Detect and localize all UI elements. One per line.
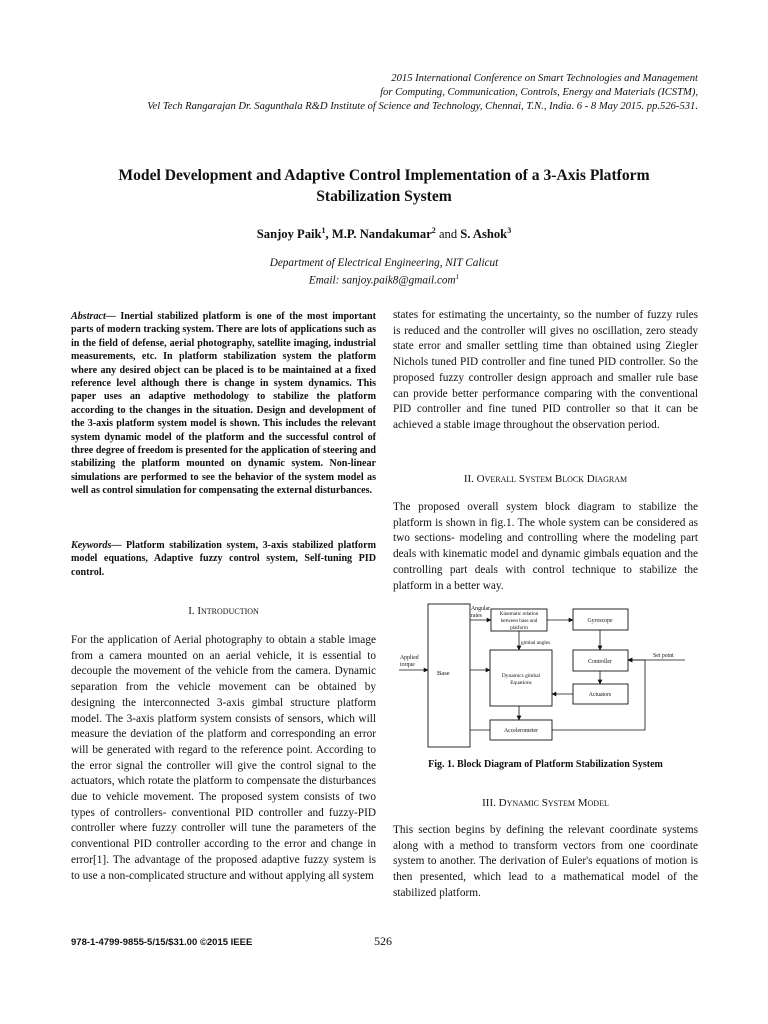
conf-line-3: Vel Tech Rangarajan Dr. Sagunthala R&D Institute of Science and Technology, Chennai, T.N., India. 6 - 8 May 2015. pp.526-531.	[147, 101, 698, 112]
keywords-lead: Keywords—	[71, 540, 122, 551]
section-title: Dynamic System Model	[498, 797, 609, 809]
fig-label-controller: Controller	[588, 659, 612, 665]
section-number: II.	[463, 473, 474, 485]
paragraph: This section begins by defining the relevant coordinate systems along with a method to transform vectors from one coordinate system to another. The derivation of Euler's equations of motion is then presented, which lead to a mathematical model of the stabilized platform.	[393, 824, 698, 899]
author-2: M.P. Nandakumar	[331, 227, 432, 242]
author-2-sup: 2	[431, 226, 436, 235]
keywords	[71, 539, 376, 579]
fig-label-base: Base	[437, 670, 450, 677]
abstract-text: Inertial stabilized platform is one of the most important parts of modern tracking system. There are lots of applications such as in the field of defense, aerial photography, satellite imaging, industrial measurements, etc. In platform stabilization system the platform where any desired object can be placed is to be maintained at a fixed reference level although there is change in system dynamics. This paper uses an adaptive methodology to stabilize the platform according to the changes in the situation. Design and development of the 3-axis platform system model is shown. This includes the relevant system dynamic model of the platform and the successful control of three degree of freedom is presented for the application of steering and stabilizing the platform mounted on dynamic system. Non-linear simulations are performed to see the behavior of the system model as well as control simulation for compensating the external disturbances.	[71, 311, 376, 497]
affiliation	[60, 256, 708, 288]
email-sup: 1	[455, 273, 460, 281]
fig-label-accelerometer: Accelerometer	[503, 728, 539, 734]
email-line	[60, 270, 708, 288]
email[interactable]: Email: sanjoy.paik8@gmail.com	[308, 274, 456, 287]
section-heading-overall	[393, 473, 698, 485]
fig-label-applied: Applied	[400, 655, 419, 661]
figure-caption: Fig. 1. Block Diagram of Platform Stabilization System	[428, 759, 663, 770]
paper-title	[60, 165, 708, 207]
introduction-body	[71, 633, 376, 884]
paragraph: The proposed overall system block diagram to stabilize the platform is shown in fig.1. The whole system can be considered as two sections- modeling and controlling where the modeling part deals with kinematic model and dynamic gimbals equation and the controlling part deals with control technique to stabilize the platform in a better way.	[393, 501, 698, 592]
fig-label-kin-3: platform	[510, 625, 528, 631]
paragraph: For the application of Aerial photography to obtain a stable image from a camera mounted on an aerial vehicle, it is essential to decouple the movement of the vehicle from the camera. Dynamic separation from the vehicle movement can be obtained by designing the interconnected 3-axis gimbal structure platform model. The 3-axis platform system consists of sensors, which will measure the deviation of the platform and corresponding an error will be generated with regard to the reference point. According to the error signal the controller will give the control signal to the actuators, which rotate the platform to compensate the disturbances due to vehicle movement. The proposed system consists of two types of controllers- conventional PID controller and fuzzy-PID controller where fuzzy controller will tune the parameters of the conventional PID controller according to the error and change in error[1]. The advantage of the proposed adaptive fuzzy system is to use a non-complicated structure and without applying all system	[71, 634, 376, 882]
paragraph: states for estimating the uncertainty, so the number of fuzzy rules is reduced and the controller will gives no oscillation, zero steady state error and smaller settling time than obtained using Ziegler Nichols tuned PID controller and fine tuned PID controller. So the proposed fuzzy controller design approach and smaller rule base can provide better performance comparing with the conventional PID controller and fine tuned PID controller so that it can be achieved a stable image throughout the observation period.	[393, 309, 698, 431]
block-diagram-figure	[395, 600, 700, 750]
dynamic-body	[393, 823, 698, 902]
abstract-lead: Abstract—	[71, 311, 116, 322]
author-1: Sanjoy Paik	[256, 227, 322, 242]
section-heading-introduction	[71, 605, 376, 617]
authors: Sanjoy Paik$^1$, M.P. Nandakumar$^2$ and S. Ashok$^3$	[256, 226, 512, 242]
fig-label-gimbal-angles: gimbal angles	[521, 640, 550, 646]
fig-label-gyroscope: Gyroscope	[587, 618, 613, 624]
page-number: 526	[374, 934, 392, 948]
keywords-text: Platform stabilization system, 3-axis stabilized platform model equations, Adaptive fuzzy control system, Self-tuning PID control.	[71, 540, 376, 578]
title-line-1: Model Development and Adaptive Control Implementation of a 3-Axis Platform	[118, 167, 650, 184]
fig-label-actuators: Actuators	[588, 692, 612, 698]
author-3: S. Ashok	[460, 227, 508, 242]
fig-label-angular: Angular	[471, 606, 490, 612]
section-heading-dynamic	[393, 797, 698, 809]
conference-header	[90, 72, 698, 114]
section-title: Introduction	[197, 605, 259, 617]
section-number: I.	[188, 605, 195, 617]
conf-line-2: for Computing, Communication, Controls, Energy and Materials (ICSTM),	[380, 87, 698, 98]
fig-label-torque: torque	[400, 662, 415, 668]
fig-label-dyn-1: Dynamics gimbal	[501, 673, 541, 679]
isbn-footer: 978-1-4799-9855-5/15/$31.00 ©2015 IEEE	[71, 937, 253, 948]
abstract	[71, 310, 376, 498]
right-continued-body	[393, 308, 698, 434]
fig-label-rates: rates	[471, 613, 482, 619]
fig-label-set-point: Set point	[653, 653, 674, 659]
title-line-2: Stabilization System	[316, 188, 452, 205]
conf-line-1: 2015 International Conference on Smart Technologies and Management	[391, 73, 698, 84]
fig-label-dyn-2: Equations	[510, 680, 532, 686]
author-1-sup: 1	[321, 226, 326, 235]
author-3-sup: 3	[507, 226, 512, 235]
fig-label-kin-1: Kinematic relation	[499, 611, 539, 617]
overall-body	[393, 500, 698, 594]
department: Department of Electrical Engineering, NIT Calicut	[269, 257, 499, 269]
author-and: and	[438, 227, 458, 242]
section-number: III.	[482, 797, 496, 809]
fig-label-kin-2: between base and	[500, 618, 538, 624]
section-title: Overall System Block Diagram	[476, 473, 628, 485]
